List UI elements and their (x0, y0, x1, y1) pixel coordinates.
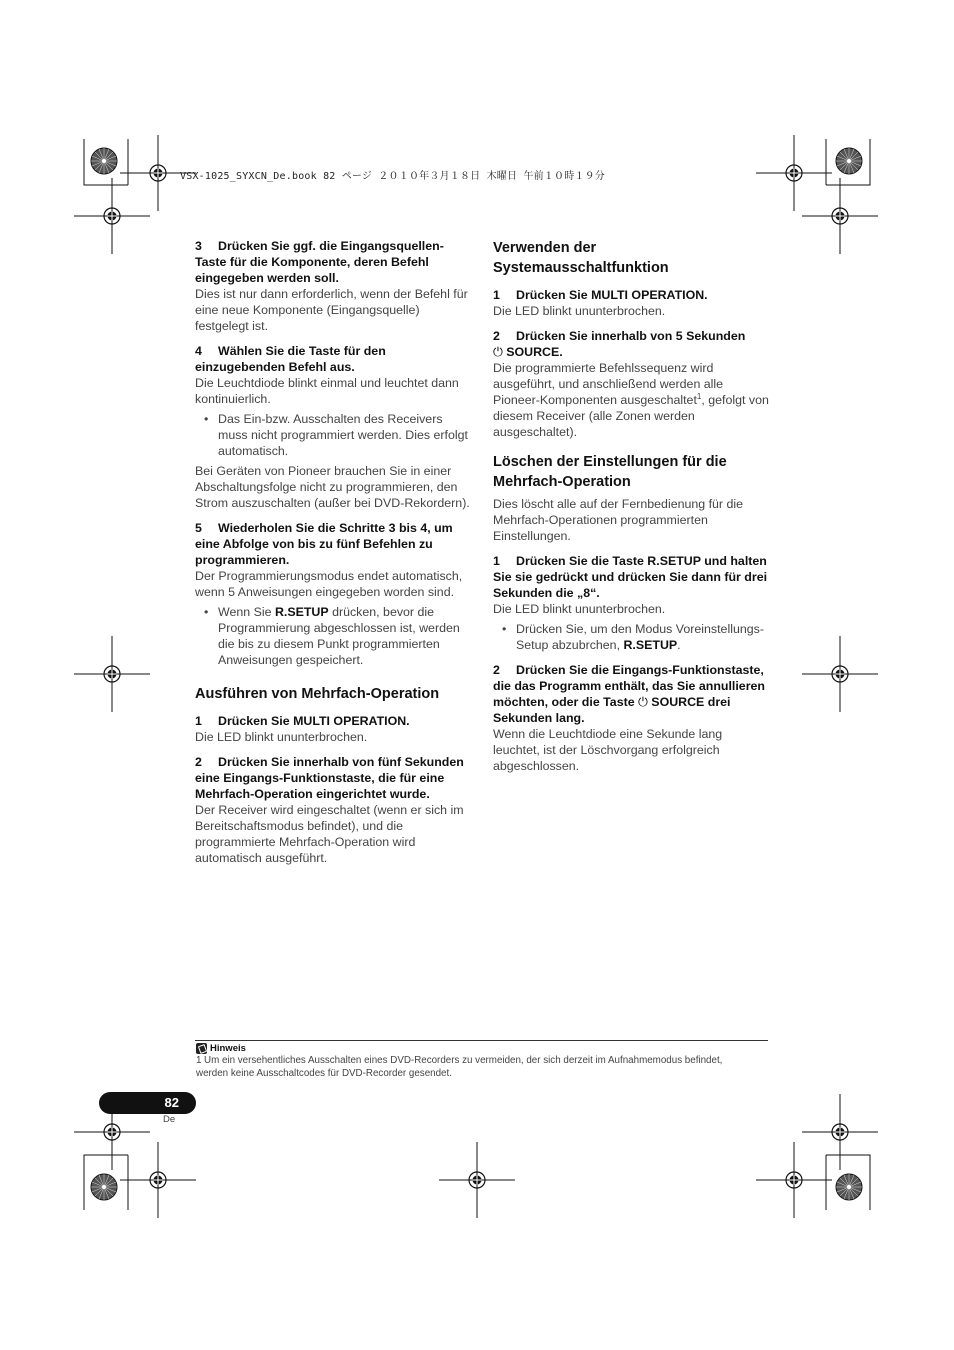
step-3-body: Dies ist nur dann erforderlich, wenn der Befehl für eine neue Komponente (Eingangsquelle) festgelegt ist. (195, 287, 468, 333)
section-title-system-off: Verwenden der Systemausschaltfunktion (493, 240, 669, 276)
multi-step-2-title: 2 Drücken Sie innerhalb von fünf Sekunden eine Eingangs-Funktionstaste, die für eine Mehrfach-Operation eingerichtet wurde. (195, 755, 464, 801)
multi-step-1-title: 1 Drücken Sie MULTI OPERATION. (195, 714, 410, 728)
note-divider (195, 1040, 768, 1041)
delete-intro: Dies löscht alle auf der Fernbedienung für die Mehrfach-Operationen programmierten Einstellungen. (493, 497, 744, 543)
delete-step-1-bullets (493, 621, 769, 653)
step-4-body: Die Leuchtdiode blinkt einmal und leuchtet dann kontinuierlich. (195, 376, 459, 406)
language-label: De (163, 1114, 176, 1125)
step-5-title: 5 Wiederholen Sie die Schritte 3 bis 4, um eine Abfolge von bis zu fünf Befehlen zu programmieren. (195, 521, 453, 567)
footnote-ref: 1 (696, 391, 702, 401)
list-item: • Das Ein-bzw. Ausschalten des Receivers muss nicht programmiert werden. Dies erfolgt automatisch. (195, 411, 471, 459)
note-pencil-icon (196, 1043, 207, 1054)
footnote-text: 1 Um ein versehentliches Ausschalten eines DVD-Recorders zu vermeiden, der sich derzeit im Aufnahmemodus befindet, werden keine Ausschaltcodes für DVD-Recorder gesendet. (196, 1055, 723, 1079)
step-5-body: Der Programmierungsmodus endet automatisch, wenn 5 Anweisungen eingegeben worden sind. (195, 569, 463, 599)
delete-step-2-title: 2 Drücken Sie die Eingangs-Funktionstaste, die das Programm enthält, das Sie annullieren möchten, oder die Taste ⏻ SOURCE drei Sekunden lang. (493, 663, 765, 725)
step-4-bullets (195, 411, 471, 459)
note-heading: Hinweis (196, 1043, 246, 1054)
step-4-body-2: Bei Geräten von Pioneer brauchen Sie in einer Abschaltungsfolge nicht zu programmieren, den Strom auszuschalten (außer bei DVD-Rekordern). (195, 464, 470, 510)
step-5-bullets (195, 604, 471, 668)
power-icon: ⏻ (493, 345, 503, 359)
list-item: • Drücken Sie, um den Modus Voreinstellungs-Setup abzubrchen, R.SETUP. (493, 621, 769, 653)
list-item: • Wenn Sie R.SETUP drücken, bevor die Programmierung abgeschlossen ist, werden die bis zu diesem Punkt programmierten Anweisungen gespeichert. (195, 604, 471, 668)
left-column (195, 238, 471, 866)
page-number-badge: 82 (99, 1092, 196, 1114)
section-title-delete-settings: Löschen der Einstellungen für die Mehrfach-Operation (493, 454, 727, 490)
multi-step-1-body: Die LED blinkt ununterbrochen. (195, 730, 368, 744)
section-title-multi-operation: Ausführen von Mehrfach-Operation (195, 686, 440, 702)
sysoff-step-1-body: Die LED blinkt ununterbrochen. (493, 304, 666, 318)
right-column (493, 238, 769, 774)
power-icon: ⏻ (638, 695, 648, 709)
sysoff-step-1-title: 1 Drücken Sie MULTI OPERATION. (493, 288, 708, 302)
delete-step-1-body: Die LED blinkt ununterbrochen. (493, 602, 666, 616)
step-3-title: 3 Drücken Sie ggf. die Eingangsquellen-Taste für die Komponente, deren Befehl eingegeben werden soll. (195, 239, 444, 285)
delete-step-1-title: 1 Drücken Sie die Taste R.SETUP und halten Sie sie gedrückt und drücken Sie dann für drei Sekunden die „8“. (493, 554, 768, 600)
delete-step-2-body: Wenn die Leuchtdiode eine Sekunde lang leuchtet, ist der Löschvorgang erfolgreich abgeschlossen. (493, 727, 723, 773)
print-file-info: VSX-1025_SYXCN_De.book 82 ページ ２０１０年３月１８日 木曜日 午前１０時１９分 (180, 171, 605, 182)
step-4-title: 4 Wählen Sie die Taste für den einzugebenden Befehl aus. (195, 344, 386, 374)
sysoff-step-2-body: Die programmierte Befehlssequenz wird ausgeführt, und anschließend werden alle Pioneer-Komponenten ausgeschaltet$^1$, gefolgt von diesem Receiver (alle Zonen werden ausgeschaltet). (493, 361, 769, 439)
sysoff-step-2-title: 2 Drücken Sie innerhalb von 5 Sekunden ⏻ SOURCE. (493, 329, 746, 359)
multi-step-2-body: Der Receiver wird eingeschaltet (wenn er sich im Bereitschaftsmodus befindet), und die programmierte Mehrfach-Operation wird automatisch ausgeführt. (195, 803, 464, 865)
